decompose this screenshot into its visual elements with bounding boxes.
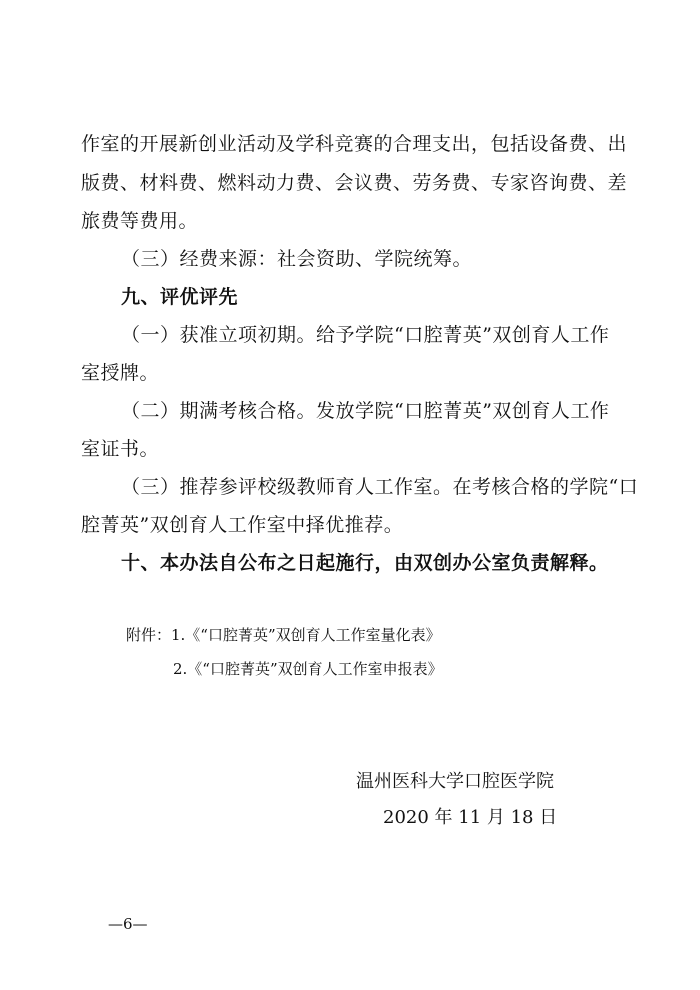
paragraph-line: 作室的开展新创业活动及学科竞赛的合理支出，包括设备费、出 (81, 133, 628, 155)
paragraph-line: 腔菁英”双创育人工作室中择优推荐。 (81, 514, 404, 536)
paragraph-line: 室证书。 (81, 438, 160, 460)
paragraph-line: （一）获准立项初期。给予学院“口腔菁英”双创育人工作 (121, 324, 610, 346)
attachment-item-1: 附件：1.《“口腔菁英”双创育人工作室量化表》 (126, 626, 441, 644)
paragraph-line: （二）期满考核合格。发放学院“口腔菁英”双创育人工作 (121, 400, 610, 422)
paragraph-line: 旅费等费用。 (81, 210, 199, 232)
page-number: —6— (108, 915, 148, 933)
paragraph-line: 室授牌。 (81, 362, 160, 384)
signature-date: 2020 年 11 月 18 日 (383, 807, 558, 828)
paragraph-line: （三）推荐参评校级教师育人工作室。在考核合格的学院“口 (121, 476, 639, 498)
paragraph-line: 版费、材料费、燃料动力费、会议费、劳务费、专家咨询费、差 (81, 172, 628, 194)
section-heading-9: 九、评优评先 (121, 286, 239, 308)
signature-organization: 温州医科大学口腔医学院 (356, 771, 554, 792)
paragraph-funding-source: （三）经费来源：社会资助、学院统筹。 (121, 248, 473, 270)
section-heading-10: 十、本办法自公布之日起施行，由双创办公室负责解释。 (121, 552, 609, 574)
attachment-item-2: 2.《“口腔菁英”双创育人工作室申报表》 (173, 660, 443, 678)
